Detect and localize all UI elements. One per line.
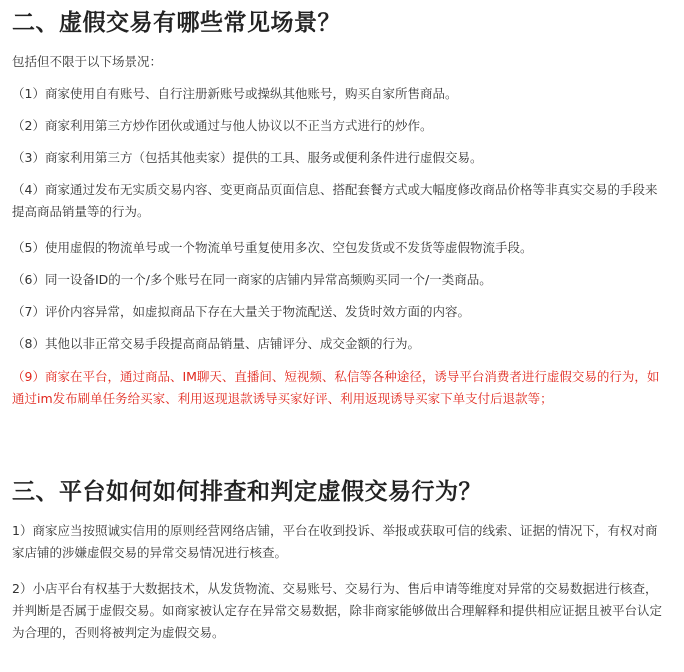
section1-heading: 二、虚假交易有哪些常见场景？ bbox=[12, 10, 341, 36]
section1-item-1: （1）商家使用自有账号、自行注册新账号或操纵其他账号，购买自家所售商品。 bbox=[12, 86, 458, 101]
section1-item-8: （8）其他以非正常交易手段提高商品销量、店铺评分、成交金额的行为。 bbox=[12, 336, 420, 351]
section2-item-1: 1）商家应当按照诚实信用的原则经营网络店铺，平台在收到投诉、举报或获取可信的线索、证据的情况下，有权对商家店铺的涉嫌虚假交易的异常交易情况进行核查。 bbox=[12, 523, 658, 560]
section1-item-7: （7）评价内容异常，如虚拟商品下存在大量关于物流配送、发货时效方面的内容。 bbox=[12, 304, 470, 319]
section1-item-4: （4）商家通过发布无实质交易内容、变更商品页面信息、搭配套餐方式或大幅度修改商品价格等非真实交易的手段来提高商品销量等的行为。 bbox=[12, 182, 658, 219]
section1-item-5: （5）使用虚假的物流单号或一个物流单号重复使用多次、空包发货或不发货等虚假物流手段。 bbox=[12, 240, 533, 255]
section1-item-3: （3）商家利用第三方（包括其他卖家）提供的工具、服务或便利条件进行虚假交易。 bbox=[12, 150, 483, 165]
section2-item-2: 2）小店平台有权基于大数据技术，从发货物流、交易账号、交易行为、售后申请等维度对异常的交易数据进行核查，并判断是否属于虚假交易。如商家被认定存在异常交易数据，除非商家能够做出合理解释和提供相应证据且被平台认定为合理的，否则将被判定为虚假交易。 bbox=[12, 581, 663, 640]
section2-heading: 三、平台如何如何排查和判定虚假交易行为？ bbox=[12, 479, 482, 505]
section1-item-9-highlight: （9）商家在平台，通过商品、IM聊天、直播间、短视频、私信等各种途径，诱导平台消费者进行虚假交易的行为，如通过im发布刷单任务给买家、利用返现退款诱导买家好评、利用返现诱导买家下单支付后退款等； bbox=[12, 369, 660, 406]
section1-intro: 包括但不限于以下场景况： bbox=[12, 54, 163, 69]
section1-item-6: （6）同一设备ID的一个/多个账号在同一商家的店铺内异常高频购买同一个/一类商品。 bbox=[12, 272, 492, 287]
section1-item-2: （2）商家利用第三方炒作团伙或通过与他人协议以不正当方式进行的炒作。 bbox=[12, 118, 433, 133]
